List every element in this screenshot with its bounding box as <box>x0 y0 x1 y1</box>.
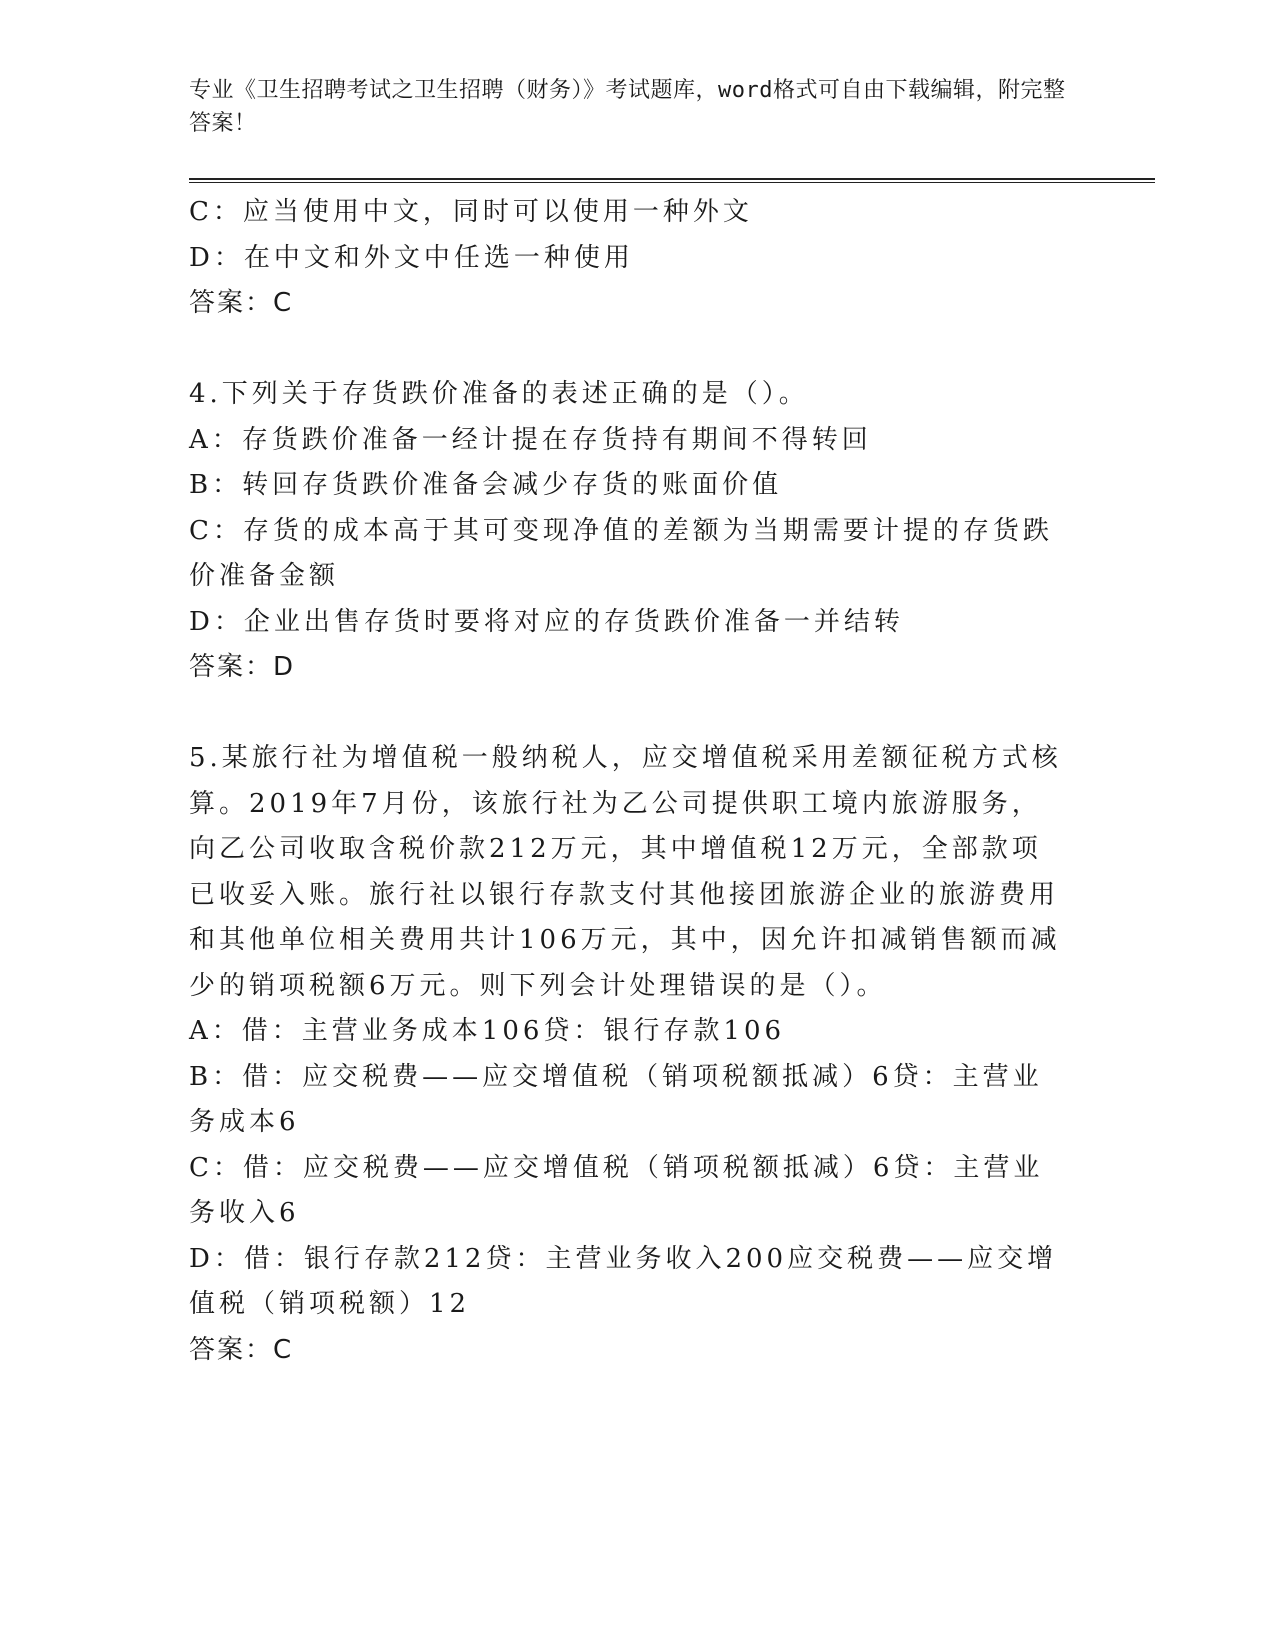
spacer <box>189 691 1069 737</box>
question-stem: 5.某旅行社为增值税一般纳税人，应交增值税采用差额征税方式核算。2019年7月份，该旅行社为乙公司提供职工境内旅游服务，向乙公司收取含税价款212万元，其中增值税12万元，全部款项已收妥入账。旅行社以银行存款支付其他接团旅游企业的旅游费用和其他单位相关费用共计106万元，其中，因允许扣减销售额而减少的销项税额6万元。则下列会计处理错误的是（）。 <box>189 743 1062 1001</box>
answer-label: 答案：D <box>189 652 296 682</box>
header-divider <box>189 178 1155 183</box>
option-c: C：借：应交税费——应交增值税（销项税额抵减）6贷：主营业务收入6 <box>189 1152 1044 1228</box>
option-d: D：借：银行存款212贷：主营业务收入200应交税费——应交增值税（销项税额）12 <box>189 1243 1058 1319</box>
option-b: B：转回存货跌价准备会减少存货的账面价值 <box>189 470 783 500</box>
exam-content <box>189 190 1069 1373</box>
option-b: B：借：应交税费——应交增值税（销项税额抵减）6贷：主营业务成本6 <box>189 1061 1043 1137</box>
question-4 <box>189 372 1069 691</box>
spacer <box>189 327 1069 373</box>
option-d: D：在中文和外文中任选一种使用 <box>189 242 634 273</box>
option-c: C：应当使用中文，同时可以使用一种外文 <box>189 197 753 227</box>
answer-label: 答案：C <box>189 1334 294 1365</box>
page-header: 专业《卫生招聘考试之卫生招聘（财务）》考试题库，word格式可自由下载编辑，附完整答案！ <box>189 78 1066 136</box>
question-stem: 4.下列关于存货跌价准备的表述正确的是（）。 <box>189 379 809 409</box>
question-3-tail <box>189 190 1069 327</box>
question-5 <box>189 736 1069 1373</box>
option-a: A：存货跌价准备一经计提在存货持有期间不得转回 <box>189 424 872 455</box>
option-c: C：存货的成本高于其可变现净值的差额为当期需要计提的存货跌价准备金额 <box>189 515 1053 591</box>
option-d: D：企业出售存货时要将对应的存货跌价准备一并结转 <box>189 606 904 637</box>
option-a: A：借：主营业务成本106贷：银行存款106 <box>189 1016 786 1046</box>
answer-label: 答案：C <box>189 288 294 318</box>
